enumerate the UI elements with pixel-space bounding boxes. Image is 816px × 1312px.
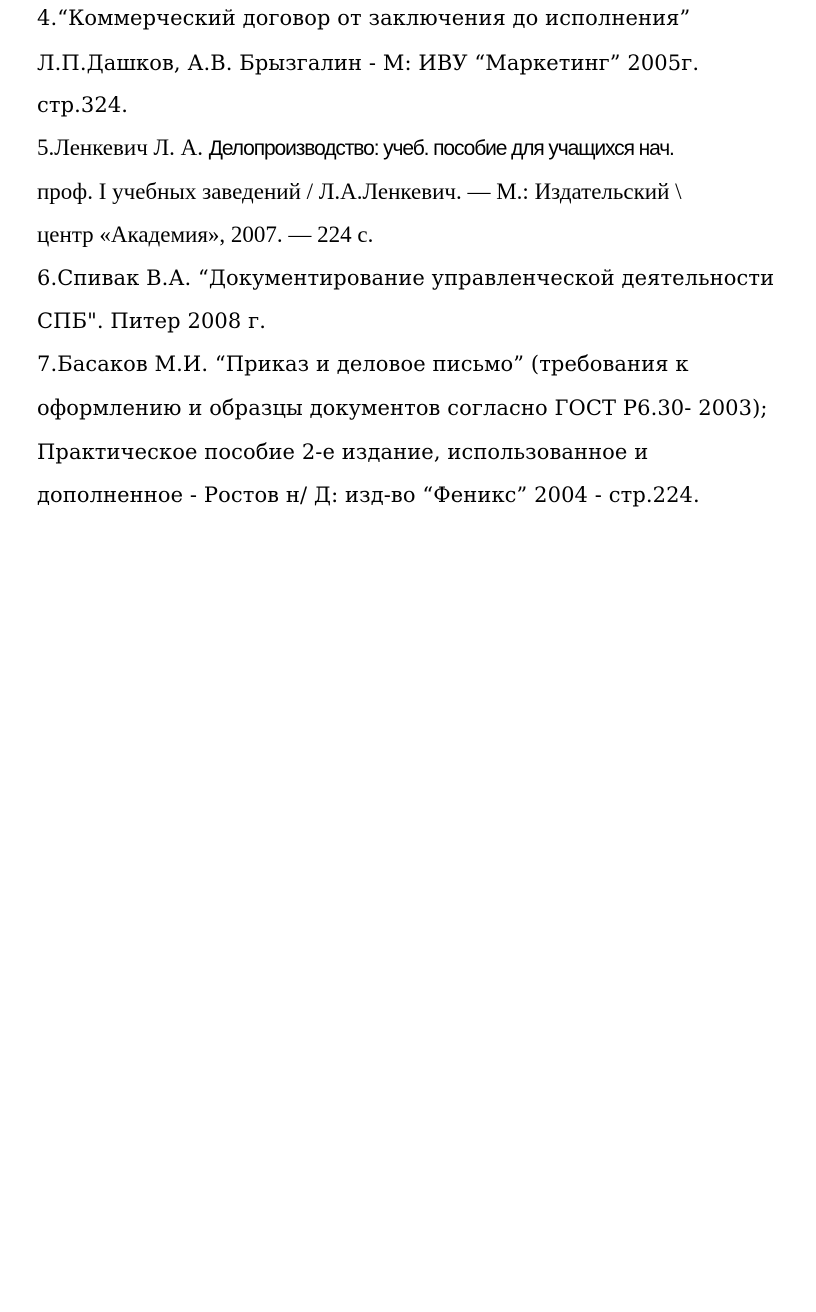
reference-4-line-1: 4.“Коммерческий договор от заключения до исполнения” — [37, 6, 691, 30]
reference-5-line-3: центр «Академия», 2007. — 224 с. — [37, 222, 374, 247]
reference-4-line-2: Л.П.Дашков, А.В. Брызгалин - М: ИВУ “Маркетинг” 2005г. — [37, 51, 700, 75]
reference-7-line-3: Практическое пособие 2-е издание, использованное и — [37, 440, 649, 464]
reference-7-line-4: дополненное - Ростов н/ Д: изд-во “Феникс” 2004 - стр.224. — [37, 483, 700, 507]
reference-7-line-2: оформлению и образцы документов согласно ГОСТ Р6.30- 2003); — [37, 396, 768, 420]
reference-6-line-2: СПБ". Питер 2008 г. — [37, 309, 266, 333]
reference-7-line-1: 7.Басаков М.И. “Приказ и деловое письмо” (требования к — [37, 352, 689, 376]
reference-5-line-2: проф. I учебных заведений / Л.А.Ленкевич. — М.: Издательский \ — [37, 179, 682, 204]
reference-5-title: Делопроизводство: учеб. пособие для учащихся нач. — [208, 137, 674, 160]
reference-4-line-3: стр.324. — [37, 93, 129, 117]
reference-5-author: 5.Ленкевич Л. А. — [37, 135, 209, 160]
reference-5-line-1 — [37, 135, 674, 162]
reference-6-line-1: 6.Спивак В.А. “Документирование управленческой деятельности — [37, 266, 775, 290]
